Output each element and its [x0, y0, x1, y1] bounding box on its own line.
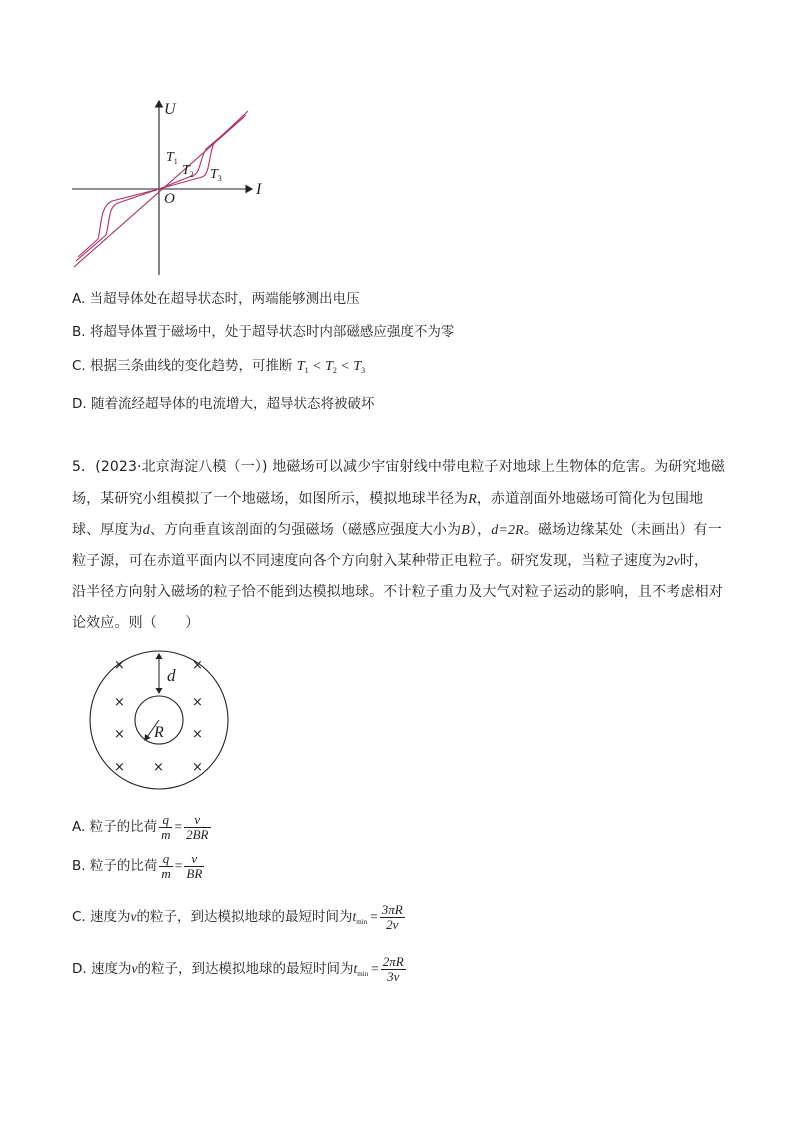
q5-line-5: 沿半径方向射入磁场的粒子恰不能到达模拟地球。不计粒子重力及大气对粒子运动的影响，且不考虑相对: [72, 584, 723, 600]
origin-label: O: [164, 191, 175, 207]
q5-line-1: 5．(2023·北京海淀八模（一）) 地磁场可以减少宇宙射线中带电粒子对地球上生物体的危害。为研究地磁: [72, 459, 726, 475]
q5-option-c: C. 速度为v的粒子，到达模拟地球的最短时间为$t_{min}$ = $\frac{3\pi R}{2v}$: [72, 901, 403, 932]
field-cross-4: ×: [192, 695, 203, 710]
field-cross-5: ×: [114, 727, 125, 742]
q4-option-b: B. 将超导体置于磁场中，处于超导状态时内部磁感应强度不为零: [72, 324, 455, 340]
q5-d-fraction: $\frac{2\pi R}{3v}$: [382, 953, 404, 984]
q4-option-d: D. 随着流经超导体的电流增大，超导状态将被破坏: [72, 396, 375, 412]
q5-line-2: 场，某研究小组模拟了一个地磁场，如图所示，模拟地球半径为R，赤道剖面外地磁场可简化为包围地: [72, 491, 704, 507]
t2-label: $T_2$: [182, 163, 194, 179]
q5-b-lhs-fraction: $\frac{q}{m}$: [161, 850, 171, 881]
axis-i-label: I: [256, 181, 262, 198]
field-cross-8: ×: [153, 760, 164, 775]
field-cross-7: ×: [114, 760, 125, 775]
q5-line-4: 粒子源，可在赤道平面内以不同速度向各个方向射入某种带正电粒子。研究发现，当粒子速度为2v时，: [72, 553, 709, 569]
q5-line-3: 球、厚度为d、方向垂直该剖面的匀强磁场（磁感应强度大小为B），d=2R。磁场边缘某处（未画出）有一: [72, 522, 722, 538]
t3-label: $T_3$: [210, 167, 222, 183]
field-cross-2: ×: [192, 658, 203, 673]
q5-c-fraction: $\frac{3\pi R}{2v}$: [381, 901, 403, 932]
q5-a-rhs-fraction: $\frac{v}{2BR}$: [186, 811, 209, 842]
q5-a-lhs-fraction: $\frac{q}{m}$: [161, 811, 171, 842]
d-label: d: [167, 666, 176, 685]
ui-graph-figure: [60, 95, 280, 280]
curve-t3: [78, 111, 248, 257]
q5-line-6: 论效应。则（ ）: [72, 615, 200, 631]
field-cross-6: ×: [192, 727, 203, 742]
q4-option-c-math: $T_1 < T_2 < T_3$: [296, 359, 366, 375]
field-cross-3: ×: [114, 695, 125, 710]
q4-option-a: A. 当超导体处在超导状态时，两端能够测出电压: [72, 291, 360, 307]
q5-b-rhs-fraction: $\frac{v}{BR}$: [186, 850, 203, 881]
r-label: R: [154, 724, 164, 741]
axis-u-label: U: [164, 101, 176, 118]
q5-option-d: D. 速度为v的粒子，到达模拟地球的最短时间为$t_{min}$ = $\frac{2\pi R}{3v}$: [72, 953, 404, 984]
field-cross-9: ×: [192, 760, 203, 775]
field-cross-1: ×: [114, 658, 125, 673]
ui-graph-svg: [60, 95, 280, 280]
q5-option-a: A. 粒子的比荷 $\frac{q}{m}$ = $\frac{v}{2BR}$: [72, 811, 209, 842]
magnetic-field-figure: [88, 648, 233, 793]
q4-option-c: [72, 357, 365, 380]
t1-label: $T_1$: [166, 150, 178, 166]
q5-option-b: B. 粒子的比荷 $\frac{q}{m}$ = $\frac{v}{BR}$: [72, 850, 203, 881]
q4-option-c-text: C. 根据三条曲线的变化趋势，可推断: [72, 358, 293, 374]
